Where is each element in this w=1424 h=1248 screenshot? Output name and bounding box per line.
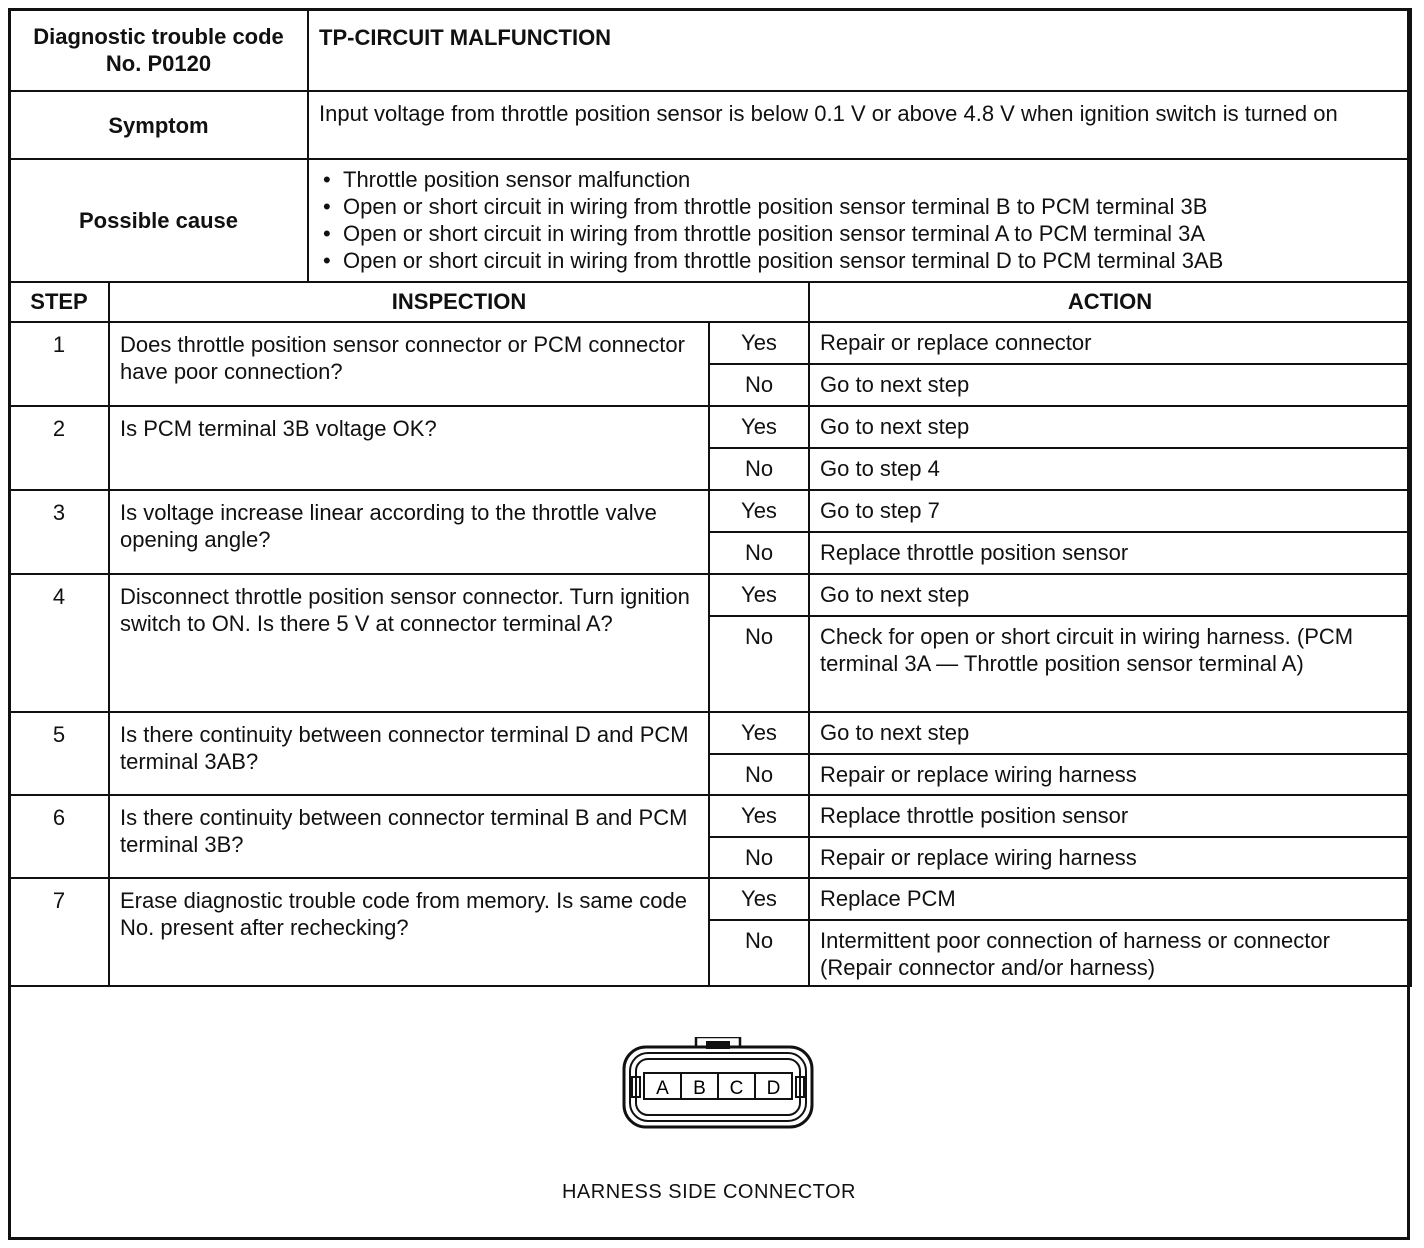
- yes-label: Yes: [709, 490, 809, 532]
- cause-item: • Open or short circuit in wiring from throttle position sensor terminal B to PCM terminal 3B: [319, 193, 1400, 220]
- step-inspection: Is there continuity between connector terminal D and PCM terminal 3AB?: [109, 712, 709, 795]
- yes-label: Yes: [709, 322, 809, 364]
- no-action: Intermittent poor connection of harness or connector (Repair connector and/or harness): [809, 920, 1411, 986]
- figure-caption: HARNESS SIDE CONNECTOR: [561, 1181, 856, 1203]
- symptom-text: Input voltage from throttle position sensor is below 0.1 V or above 4.8 V when ignition switch is turned on: [308, 91, 1411, 159]
- cause-item: • Open or short circuit in wiring from throttle position sensor terminal D to PCM terminal 3AB: [319, 247, 1400, 274]
- cause-list: [319, 166, 1400, 274]
- yes-action: Go to next step: [809, 406, 1411, 448]
- step-number: 7: [9, 878, 109, 986]
- col-header-inspection: INSPECTION: [109, 282, 809, 322]
- step-number: 2: [9, 406, 109, 490]
- step-number: 5: [9, 712, 109, 795]
- steps-table: [8, 281, 1412, 987]
- no-action: Go to next step: [809, 364, 1411, 406]
- yes-action: Repair or replace connector: [809, 322, 1411, 364]
- yes-action: Replace throttle position sensor: [809, 795, 1411, 837]
- no-label: No: [709, 364, 809, 406]
- step-number: 4: [9, 574, 109, 712]
- pin-label-d: D: [766, 1078, 781, 1099]
- yes-label: Yes: [709, 406, 809, 448]
- cause-item: • Throttle position sensor malfunction: [319, 166, 1400, 193]
- connector-figure: [8, 985, 1410, 1240]
- yes-action: Replace PCM: [809, 878, 1411, 920]
- step-inspection: Is there continuity between connector terminal B and PCM terminal 3B?: [109, 795, 709, 878]
- no-label: No: [709, 920, 809, 986]
- step-inspection: Does throttle position sensor connector or PCM connector have poor connection?: [109, 322, 709, 406]
- step-number: 3: [9, 490, 109, 574]
- step-inspection: Is PCM terminal 3B voltage OK?: [109, 406, 709, 490]
- yes-action: Go to next step: [809, 574, 1411, 616]
- yes-action: Go to next step: [809, 712, 1411, 754]
- no-label: No: [709, 532, 809, 574]
- no-label: No: [709, 616, 809, 712]
- yes-label: Yes: [709, 878, 809, 920]
- no-label: No: [709, 837, 809, 878]
- step-inspection: Disconnect throttle position sensor connector. Turn ignition switch to ON. Is there 5 V at connector terminal A?: [109, 574, 709, 712]
- header-table: [8, 8, 1412, 283]
- col-header-step: STEP: [9, 282, 109, 322]
- yes-label: Yes: [709, 795, 809, 837]
- no-action: Repair or replace wiring harness: [809, 837, 1411, 878]
- no-action: Go to step 4: [809, 448, 1411, 490]
- no-label: No: [709, 754, 809, 795]
- dtc-label: Diagnostic trouble code No. P0120: [9, 9, 308, 91]
- step-number: 6: [9, 795, 109, 878]
- no-label: No: [709, 448, 809, 490]
- symptom-label: Symptom: [9, 91, 308, 159]
- pin-label-b: B: [693, 1078, 706, 1099]
- yes-action: Go to step 7: [809, 490, 1411, 532]
- no-action: Check for open or short circuit in wiring harness. (PCM terminal 3A — Throttle position sensor terminal A): [809, 616, 1411, 712]
- cause-item: • Open or short circuit in wiring from throttle position sensor terminal A to PCM terminal 3A: [319, 220, 1400, 247]
- no-action: Replace throttle position sensor: [809, 532, 1411, 574]
- cause-list-cell: [308, 159, 1411, 282]
- page-title: TP-CIRCUIT MALFUNCTION: [308, 9, 1411, 91]
- step-inspection: Is voltage increase linear according to the throttle valve opening angle?: [109, 490, 709, 574]
- pin-label-a: A: [656, 1078, 669, 1099]
- no-action: Repair or replace wiring harness: [809, 754, 1411, 795]
- yes-label: Yes: [709, 574, 809, 616]
- yes-label: Yes: [709, 712, 809, 754]
- step-inspection: Erase diagnostic trouble code from memory. Is same code No. present after rechecking?: [109, 878, 709, 986]
- step-number: 1: [9, 322, 109, 406]
- cause-label: Possible cause: [9, 159, 308, 282]
- pin-label-c: C: [729, 1078, 744, 1099]
- col-header-action: ACTION: [809, 282, 1411, 322]
- harness-connector-icon: [618, 1037, 818, 1137]
